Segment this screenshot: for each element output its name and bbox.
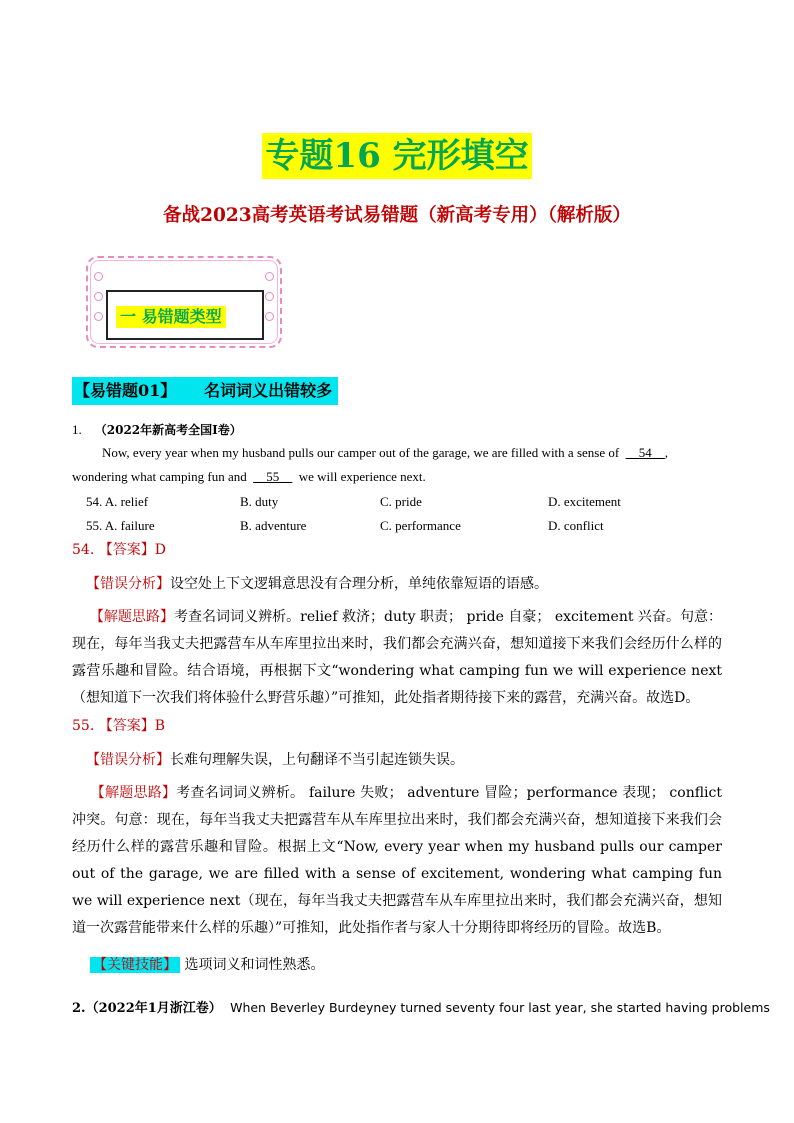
frame-label: 一 易错题类型	[116, 306, 226, 328]
frame-dot-icon	[265, 272, 274, 281]
page-subtitle: 备战2023高考英语考试易错题（新高考专用）（解析版）	[163, 205, 631, 226]
error-analysis-54: 【错误分析】设空处上下文逻辑意思没有合理分析，单纯依靠短语的语感。	[86, 576, 548, 592]
frame-dot-icon	[94, 292, 103, 301]
frame-dot-icon	[94, 312, 103, 321]
answer-54: 54. 【答案】D	[72, 542, 166, 558]
option-54-d: D. excitement	[548, 494, 621, 509]
frame-dot-icon	[265, 312, 274, 321]
option-55-d: D. conflict	[548, 518, 604, 533]
question-2-label: 2.（2022年1月浙江卷）	[72, 1001, 222, 1016]
passage-line-1: Now, every year when my husband pulls our camper out of the garage, we are filled with a sense of __54__,	[102, 445, 668, 460]
solution-idea-54: 【解题思路】考查名词词义辨析。relief 救济；duty 职责； pride 自豪； excitement 兴奋。句意：现在，每年当我丈夫把露营车从车库里拉出来时，我们都会充满兴奋，想知道接下来我们会经历什么样的露营乐趣和冒险。结合语境，再根据下文“wondering what camping fun we will experience next（想知道下一次我们将体验什么野营乐趣）”可推知，此处指者期待接下来的露营，充满兴奋。故选D。	[72, 609, 723, 706]
question-2-text: When Beverley Burdeyney turned seventy four last year, she started having problems	[230, 1000, 770, 1015]
frame-dot-icon	[265, 292, 274, 301]
option-54-c: C. pride	[380, 494, 422, 509]
question-source: （2022年新高考全国I卷）	[94, 423, 242, 437]
blank-54: __54__	[625, 445, 665, 460]
key-skill-tag: 【关键技能】	[90, 957, 180, 973]
question-2	[72, 997, 770, 1016]
option-55-c: C. performance	[380, 518, 461, 533]
question-number: 1. （2022年新高考全国I卷）	[72, 422, 242, 437]
key-skill: 【关键技能】 选项词义和词性熟悉。	[90, 955, 324, 975]
option-54-b: B. duty	[240, 494, 279, 509]
blank-55: __55__	[253, 469, 293, 484]
option-55-b: B. adventure	[240, 518, 307, 533]
answer-55: 55. 【答案】B	[72, 718, 166, 734]
option-55-a: 55. A. failure	[86, 518, 155, 533]
frame-dot-icon	[94, 272, 103, 281]
page-title: 专题16 完形填空	[0, 133, 794, 179]
option-54-a: 54. A. relief	[86, 494, 149, 509]
section-heading: 【易错题01】 名词词义出错较多	[72, 377, 338, 405]
solution-idea-55: 【解题思路】考查名词词义辨析。 failure 失败； adventure 冒险；performance 表现； conflict 冲突。句意：现在，每年当我丈夫把露营车从车库里拉出来时，我们都会充满兴奋，想知道接下来我们会经历什么样的露营乐趣和冒险。根据上文“Now, every year when my husband pulls our camper out of the garage, we are filled with a sense of excitement, wondering what camping fun we will experience next（现在，每年当我丈夫把露营车从车库里拉出来时，我们都会充满兴奋，想知道一次露营能带来什么样的乐趣）”可推知，此处指作者与家人十分期待即将经历的冒险。故选B。	[72, 785, 722, 936]
passage-line-2: wondering what camping fun and __55__ we will experience next.	[72, 469, 426, 484]
error-analysis-55: 【错误分析】长难句理解失误，上句翻译不当引起连锁失误。	[86, 752, 464, 768]
